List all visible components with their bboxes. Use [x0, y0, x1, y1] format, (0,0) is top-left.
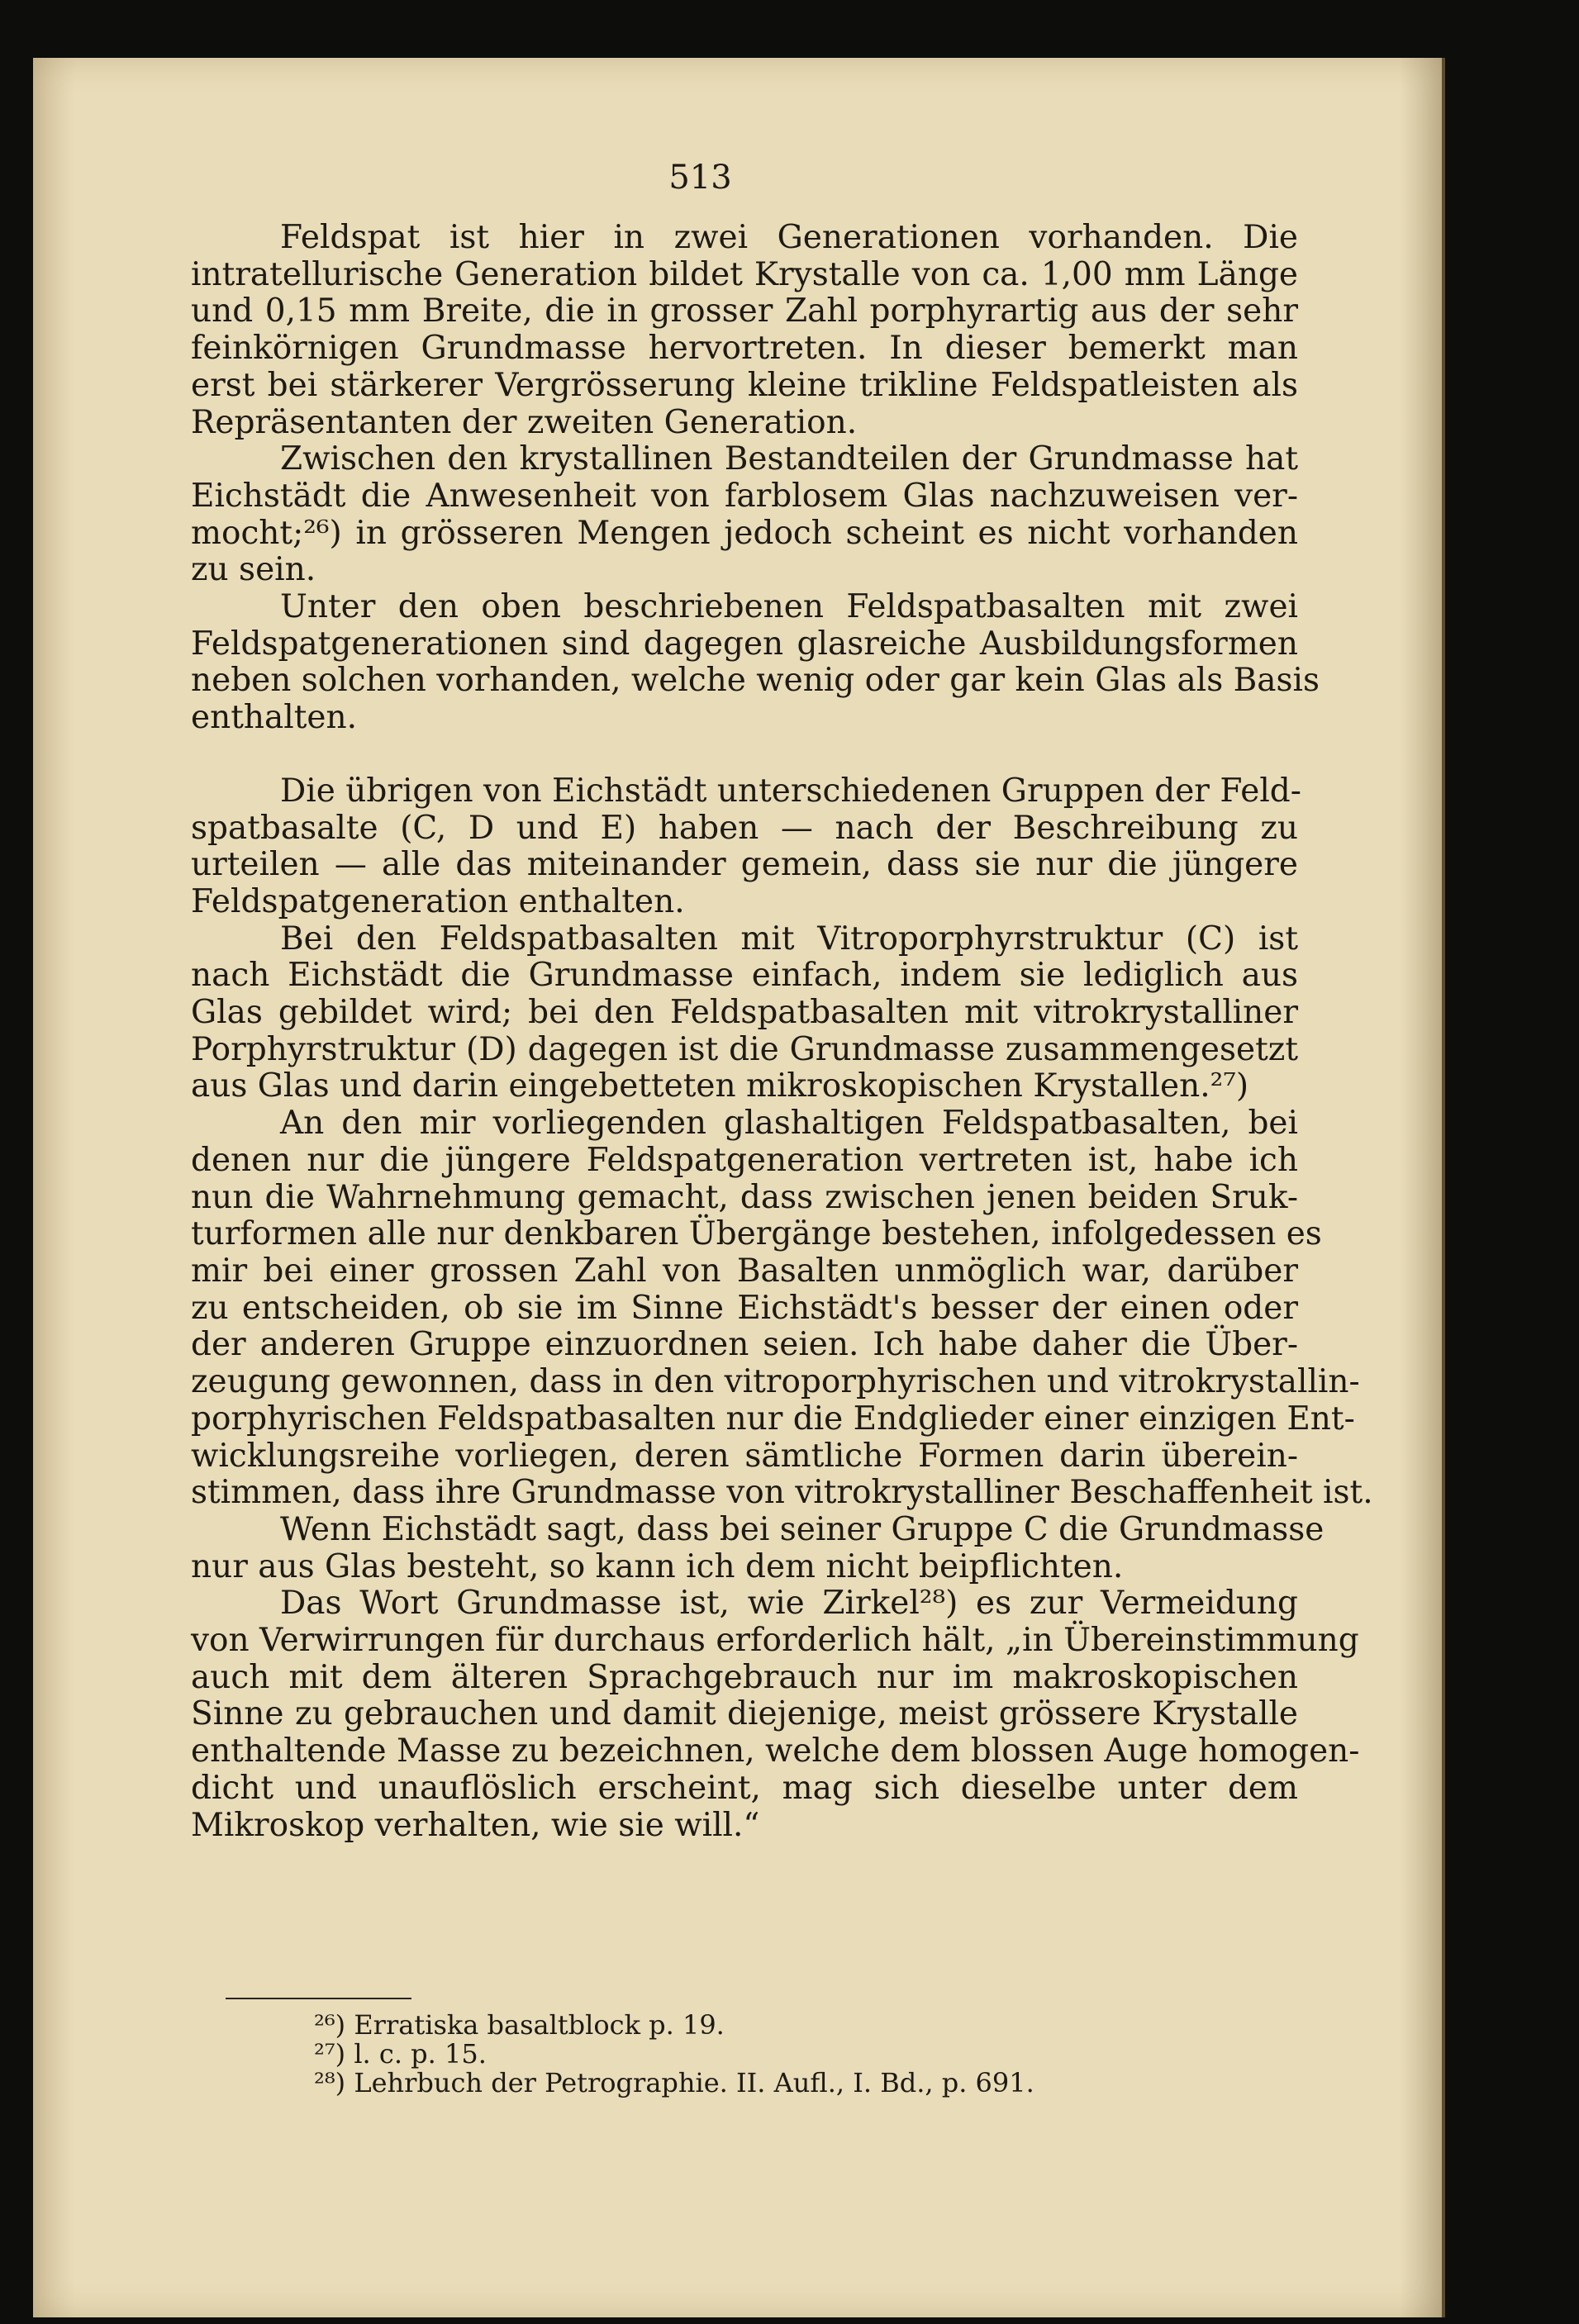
text-line: enthaltende Masse zu bezeichnen, welche dem blossen Auge homogen-: [191, 1732, 1360, 1770]
text-line: zeugung gewonnen, dass in den vitroporphyrischen und vitrokrystallin-: [191, 1363, 1360, 1401]
text-line: Unter den oben beschriebenen Feldspatbasalten mit zwei: [280, 588, 1298, 626]
text-line: Bei den Feldspatbasalten mit Vitroporphyrstruktur (C) ist: [280, 920, 1298, 958]
body-text: [191, 219, 1373, 1844]
footnote: ²⁷) l. c. p. 15.: [314, 2038, 487, 2070]
paragraph: [191, 1105, 1373, 1512]
text-line: spatbasalte (C, D und E) haben — nach der Beschreibung zu: [191, 809, 1298, 847]
text-line: Mikroskop verhalten, wie sie will.“: [191, 1806, 760, 1844]
text-line: Feldspatgenerationen sind dagegen glasreiche Ausbildungsformen: [191, 625, 1298, 663]
text-line: Wenn Eichstädt sagt, dass bei seiner Gruppe C die Grundmasse: [280, 1510, 1325, 1548]
text-line: urteilen — alle das miteinander gemein, dass sie nur die jüngere: [191, 846, 1298, 884]
text-line: mir bei einer grossen Zahl von Basalten unmöglich war, darüber: [191, 1252, 1298, 1290]
text-line: An den mir vorliegenden glashaltigen Feldspatbasalten, bei: [280, 1105, 1298, 1143]
footnotes: [314, 2011, 1034, 2098]
text-line: neben solchen vorhanden, welche wenig oder gar kein Glas als Basis: [191, 662, 1320, 700]
text-line: aus Glas und darin eingebetteten mikroskopischen Krystallen.²⁷): [191, 1067, 1249, 1105]
text-line: Feldspatgeneration enthalten.: [191, 882, 685, 920]
paragraph: [191, 441, 1298, 589]
text-line: mocht;²⁶) in grösseren Mengen jedoch scheint es nicht vorhanden: [191, 514, 1298, 552]
text-line: Die übrigen von Eichstädt unterschiedenen Gruppen der Feld-: [280, 772, 1301, 810]
paragraph-gap: [191, 737, 1298, 773]
paragraph: [191, 1510, 1325, 1585]
text-line: Zwischen den krystallinen Bestandteilen der Grundmasse hat: [280, 440, 1298, 478]
text-line: feinkörnigen Grundmasse hervortreten. In dieser bemerkt man: [191, 330, 1298, 368]
text-line: turformen alle nur denkbaren Übergänge bestehen, infolgedessen es: [191, 1215, 1322, 1253]
paragraph: [191, 772, 1301, 921]
text-line: Sinne zu gebrauchen und damit diejenige, meist grössere Krystalle: [191, 1695, 1298, 1733]
text-line: erst bei stärkerer Vergrösserung kleine trikline Feldspatleisten als: [191, 366, 1298, 404]
paragraph: [191, 1585, 1360, 1844]
text-line: wicklungsreihe vorliegen, deren sämtliche Formen darin überein-: [191, 1437, 1298, 1475]
paragraph: [191, 220, 1298, 441]
text-line: der anderen Gruppe einzuordnen seien. Ich habe daher die Über-: [191, 1326, 1298, 1364]
paragraph: [191, 921, 1298, 1106]
text-line: zu sein.: [191, 551, 316, 589]
text-line: Feldspat ist hier in zwei Generationen vorhanden. Die: [280, 219, 1298, 256]
page-edge: [1442, 58, 1445, 2317]
footnote: ²⁸) Lehrbuch der Petrographie. II. Aufl., I. Bd., p. 691.: [314, 2067, 1034, 2098]
text-line: nur aus Glas besteht, so kann ich dem nicht beipflichten.: [191, 1547, 1124, 1585]
text-line: zu entscheiden, ob sie im Sinne Eichstädt's besser der einen oder: [191, 1289, 1298, 1327]
text-line: Repräsentanten der zweiten Generation.: [191, 403, 858, 441]
paragraph: [191, 588, 1320, 737]
text-line: Eichstädt die Anwesenheit von farblosem Glas nachzuweisen ver-: [191, 477, 1298, 515]
text-line: Porphyrstruktur (D) dagegen ist die Grundmasse zusammengesetzt: [191, 1030, 1298, 1068]
text-line: stimmen, dass ihre Grundmasse von vitrokrystalliner Beschaffenheit ist.: [191, 1474, 1373, 1512]
text-line: auch mit dem älteren Sprachgebrauch nur im makroskopischen: [191, 1658, 1298, 1696]
text-line: und 0,15 mm Breite, die in grosser Zahl porphyrartig aus der sehr: [191, 292, 1298, 330]
text-line: denen nur die jüngere Feldspatgeneration vertreten ist, habe ich: [191, 1141, 1298, 1179]
text-line: intratellurische Generation bildet Krystalle von ca. 1,00 mm Länge: [191, 255, 1298, 293]
text-line: nun die Wahrnehmung gemacht, dass zwischen jenen beiden Sruk-: [191, 1178, 1298, 1216]
book-page: [33, 58, 1442, 2317]
text-line: von Verwirrungen für durchaus erforderlich hält, „in Übereinstimmung: [191, 1622, 1359, 1660]
page-number: 513: [668, 159, 732, 197]
footnote: ²⁶) Erratiska basaltblock p. 19.: [314, 2009, 725, 2041]
text-line: enthalten.: [191, 699, 357, 737]
text-line: nach Eichstädt die Grundmasse einfach, indem sie lediglich aus: [191, 957, 1298, 995]
text-line: dicht und unauflöslich erscheint, mag sich dieselbe unter dem: [191, 1769, 1298, 1807]
text-line: Das Wort Grundmasse ist, wie Zirkel²⁸) es zur Vermeidung: [280, 1585, 1298, 1623]
footnote-rule: [226, 1998, 411, 1999]
text-line: Glas gebildet wird; bei den Feldspatbasalten mit vitrokrystalliner: [191, 994, 1298, 1032]
text-line: porphyrischen Feldspatbasalten nur die Endglieder einer einzigen Ent-: [191, 1400, 1355, 1438]
